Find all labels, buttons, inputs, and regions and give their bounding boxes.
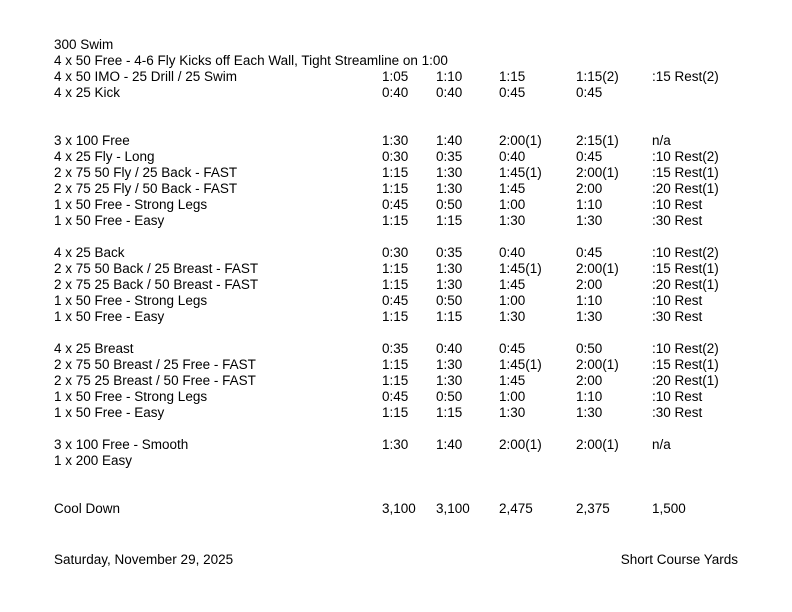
set-description: 1 x 200 Easy	[54, 453, 133, 468]
interval-lane-2: 0:35	[436, 245, 463, 260]
set-description: 4 x 50 Free - 4-6 Fly Kicks off Each Wall, Tight Streamline on 1:00	[54, 53, 448, 68]
rest-note: :15 Rest(1)	[652, 165, 719, 180]
interval-lane-3: 2:00(1)	[499, 133, 542, 148]
interval-lane-1: 0:45	[382, 197, 409, 212]
set-description: 4 x 50 IMO - 25 Drill / 25 Swim	[54, 69, 238, 84]
interval-lane-2: 1:15	[436, 309, 463, 324]
workout-date: Saturday, November 29, 2025	[54, 552, 234, 567]
rest-note: :15 Rest(1)	[652, 357, 719, 372]
interval-lane-2: 1:40	[436, 133, 463, 148]
rest-note: :20 Rest(1)	[652, 181, 719, 196]
interval-lane-1: 3,100	[382, 501, 416, 516]
interval-lane-4: 2:00	[576, 181, 603, 196]
interval-lane-3: 0:40	[499, 149, 526, 164]
set-description: 1 x 50 Free - Easy	[54, 309, 165, 324]
interval-lane-2: 1:30	[436, 277, 463, 292]
interval-lane-1: 1:15	[382, 261, 409, 276]
interval-lane-2: 0:40	[436, 85, 463, 100]
interval-lane-4: 2,375	[576, 501, 610, 516]
interval-lane-2: 1:40	[436, 437, 463, 452]
interval-lane-1: 0:30	[382, 149, 409, 164]
interval-lane-4: 0:45	[576, 85, 603, 100]
interval-lane-1: 1:15	[382, 181, 409, 196]
interval-lane-4: 1:10	[576, 197, 603, 212]
interval-lane-4: 2:00(1)	[576, 261, 619, 276]
interval-lane-4: 1:30	[576, 213, 603, 228]
interval-lane-1: 1:15	[382, 277, 409, 292]
interval-lane-1: 1:15	[382, 373, 409, 388]
interval-lane-4: 0:50	[576, 341, 603, 356]
rest-note: :10 Rest	[652, 389, 703, 404]
interval-lane-1: 0:45	[382, 389, 409, 404]
rest-note: :10 Rest(2)	[652, 245, 719, 260]
interval-lane-4: 1:10	[576, 293, 603, 308]
set-description: 300 Swim	[54, 37, 114, 52]
interval-lane-3: 2:00(1)	[499, 437, 542, 452]
interval-lane-4: 1:30	[576, 405, 603, 420]
interval-lane-3: 1:45(1)	[499, 357, 542, 372]
set-description: 4 x 25 Kick	[54, 85, 121, 100]
interval-lane-1: 1:15	[382, 165, 409, 180]
interval-lane-4: 2:00(1)	[576, 437, 619, 452]
set-description: Cool Down	[54, 501, 121, 516]
interval-lane-2: 1:10	[436, 69, 463, 84]
interval-lane-1: 1:15	[382, 213, 409, 228]
interval-lane-3: 1:45(1)	[499, 165, 542, 180]
interval-lane-3: 1:45(1)	[499, 261, 542, 276]
interval-lane-1: 1:30	[382, 437, 409, 452]
interval-lane-2: 0:50	[436, 197, 463, 212]
interval-lane-4: 2:00(1)	[576, 165, 619, 180]
interval-lane-2: 3,100	[436, 501, 470, 516]
interval-lane-2: 0:40	[436, 341, 463, 356]
set-description: 1 x 50 Free - Easy	[54, 405, 165, 420]
interval-lane-3: 1:45	[499, 277, 526, 292]
interval-lane-1: 0:45	[382, 293, 409, 308]
set-description: 2 x 75 50 Breast / 25 Free - FAST	[54, 357, 256, 372]
set-description: 2 x 75 50 Fly / 25 Back - FAST	[54, 165, 238, 180]
interval-lane-3: 0:45	[499, 85, 526, 100]
interval-lane-2: 0:50	[436, 293, 463, 308]
rest-note: :10 Rest	[652, 293, 703, 308]
interval-lane-2: 1:30	[436, 181, 463, 196]
interval-lane-1: 1:15	[382, 357, 409, 372]
interval-lane-4: 1:10	[576, 389, 603, 404]
interval-lane-2: 1:30	[436, 357, 463, 372]
set-description: 4 x 25 Breast	[54, 341, 134, 356]
interval-lane-4: 2:00	[576, 373, 603, 388]
set-description: 1 x 50 Free - Easy	[54, 213, 165, 228]
interval-lane-3: 0:40	[499, 245, 526, 260]
interval-lane-1: 1:05	[382, 69, 409, 84]
rest-note: :30 Rest	[652, 405, 703, 420]
interval-lane-4: 2:00	[576, 277, 603, 292]
interval-lane-3: 0:45	[499, 341, 526, 356]
course-type: Short Course Yards	[620, 552, 738, 567]
interval-lane-1: 1:15	[382, 405, 409, 420]
interval-lane-3: 2,475	[499, 501, 533, 516]
interval-lane-3: 1:45	[499, 181, 526, 196]
interval-lane-2: 1:30	[436, 165, 463, 180]
rest-note: :30 Rest	[652, 213, 703, 228]
rest-note: :10 Rest	[652, 197, 703, 212]
interval-lane-1: 0:30	[382, 245, 409, 260]
rest-note: n/a	[652, 437, 671, 452]
rest-note: :30 Rest	[652, 309, 703, 324]
rest-note: :15 Rest(2)	[652, 69, 719, 84]
interval-lane-1: 1:15	[382, 309, 409, 324]
set-description: 2 x 75 50 Back / 25 Breast - FAST	[54, 261, 259, 276]
set-description: 2 x 75 25 Breast / 50 Free - FAST	[54, 373, 256, 388]
set-description: 3 x 100 Free	[54, 133, 130, 148]
set-description: 4 x 25 Fly - Long	[54, 149, 155, 164]
interval-lane-3: 1:30	[499, 213, 526, 228]
interval-lane-3: 1:00	[499, 389, 526, 404]
set-description: 2 x 75 25 Fly / 50 Back - FAST	[54, 181, 238, 196]
set-description: 1 x 50 Free - Strong Legs	[54, 293, 208, 308]
interval-lane-3: 1:15	[499, 69, 526, 84]
set-description: 1 x 50 Free - Strong Legs	[54, 389, 208, 404]
rest-note: 1,500	[652, 501, 686, 516]
interval-lane-3: 1:00	[499, 197, 526, 212]
interval-lane-4: 2:15(1)	[576, 133, 619, 148]
set-description: 2 x 75 25 Back / 50 Breast - FAST	[54, 277, 259, 292]
interval-lane-3: 1:30	[499, 405, 526, 420]
interval-lane-3: 1:30	[499, 309, 526, 324]
interval-lane-4: 2:00(1)	[576, 357, 619, 372]
interval-lane-3: 1:45	[499, 373, 526, 388]
interval-lane-4: 0:45	[576, 245, 603, 260]
rest-note: :15 Rest(1)	[652, 261, 719, 276]
set-description: 1 x 50 Free - Strong Legs	[54, 197, 208, 212]
interval-lane-2: 1:30	[436, 373, 463, 388]
set-description: 4 x 25 Back	[54, 245, 125, 260]
interval-lane-3: 1:00	[499, 293, 526, 308]
interval-lane-2: 1:15	[436, 213, 463, 228]
interval-lane-2: 0:50	[436, 389, 463, 404]
rest-note: :10 Rest(2)	[652, 149, 719, 164]
interval-lane-2: 1:15	[436, 405, 463, 420]
interval-lane-1: 1:30	[382, 133, 409, 148]
rest-note: :10 Rest(2)	[652, 341, 719, 356]
set-description: 3 x 100 Free - Smooth	[54, 437, 189, 452]
interval-lane-4: 1:30	[576, 309, 603, 324]
rest-note: :20 Rest(1)	[652, 277, 719, 292]
interval-lane-4: 1:15(2)	[576, 69, 619, 84]
interval-lane-4: 0:45	[576, 149, 603, 164]
rest-note: n/a	[652, 133, 671, 148]
rest-note: :20 Rest(1)	[652, 373, 719, 388]
interval-lane-2: 1:30	[436, 261, 463, 276]
interval-lane-1: 0:40	[382, 85, 409, 100]
interval-lane-2: 0:35	[436, 149, 463, 164]
interval-lane-1: 0:35	[382, 341, 409, 356]
